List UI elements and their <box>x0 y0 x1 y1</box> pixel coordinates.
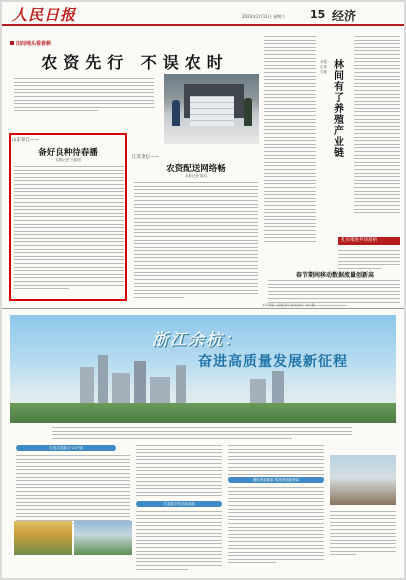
page-number: 15 <box>310 8 326 21</box>
banner-text <box>338 250 400 272</box>
building <box>176 365 186 407</box>
page-footer-note: 本版责编：吴刚 孙月 版式设计：刘大路 <box>262 303 315 307</box>
fertilizer-bags <box>190 96 234 126</box>
feature-col-text <box>136 511 222 572</box>
intro-text <box>14 78 154 114</box>
fertilizer-text <box>134 182 258 301</box>
village-image <box>74 521 132 555</box>
building <box>80 367 94 407</box>
main-headline: 农资先行 不误农时 <box>41 53 229 72</box>
seeds-byline: 本报记者 王昭明 <box>55 158 81 162</box>
right-column-text <box>264 36 316 244</box>
feature-col-text <box>228 487 324 566</box>
feature-place: 浙江余杭： <box>152 330 243 349</box>
river-image <box>330 455 396 505</box>
feature-box-head: 打造数字经济新高地 <box>136 501 222 507</box>
worker-figure <box>244 98 252 126</box>
newspaper-page <box>2 2 404 578</box>
feature-box-head: 打造共富窗口“2.0”版 <box>16 445 116 451</box>
seeds-text <box>14 166 124 292</box>
feature-col-text <box>16 455 130 527</box>
building <box>272 371 284 407</box>
spring-headline: 春节期间移动数据流量创新高 <box>295 272 374 279</box>
fertilizer-byline: 本报记者 陈羽 <box>184 174 208 178</box>
feature-col-text <box>228 445 324 481</box>
fertilizer-title: 农资配送网络畅 <box>166 164 226 174</box>
feature-box-head: 强化资源要素 构建发展新格局 <box>228 477 324 483</box>
feature-headline: 奋进高质量发展新征程 <box>198 354 348 370</box>
section-name: 经济 <box>332 9 357 23</box>
green-field <box>10 403 396 423</box>
worker-figure <box>172 100 180 126</box>
seeds-kicker: 山东章丘—— <box>12 138 39 143</box>
dateline: 2023年2月11日 星期六 <box>242 14 286 19</box>
seeds-title: 备好良种待春播 <box>38 148 98 158</box>
feature-section <box>2 308 404 578</box>
sidebar-byline: 本报记者 方敏 <box>320 60 327 74</box>
banner-tag: 扎实推进共同富裕 <box>338 237 400 245</box>
building <box>134 361 146 407</box>
masthead <box>2 2 404 26</box>
rice-field-image <box>14 521 72 555</box>
building <box>112 373 130 407</box>
fertilizer-kicker: 江苏金坛—— <box>132 155 159 160</box>
building <box>98 355 108 407</box>
far-right-text <box>354 36 400 216</box>
news-photo <box>164 74 259 144</box>
feature-lede <box>52 427 352 441</box>
sidebar-title: 林间有了养殖产业链 <box>334 60 344 159</box>
newspaper-logo: 人民日报 <box>12 6 77 24</box>
column-kicker: 田间地头看春耕 <box>10 40 51 47</box>
feature-col-text <box>330 511 396 558</box>
feature-col-text <box>136 445 222 499</box>
